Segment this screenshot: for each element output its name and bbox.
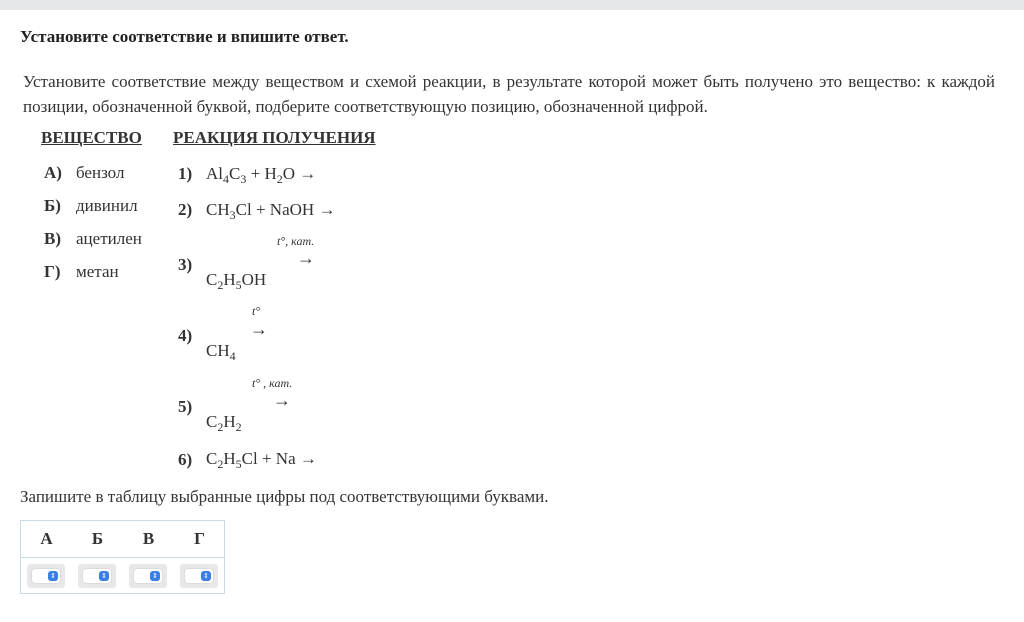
select-stepper-icon: ⇕ — [150, 571, 160, 581]
reaction-number: 2) — [178, 200, 193, 219]
answer-cell-g — [180, 564, 218, 588]
column-label-v: В — [142, 529, 155, 548]
column-label-b: Б — [91, 529, 104, 548]
instruction-text: Запишите в таблицу выбранные цифры под соответствующими буквами. — [20, 487, 549, 506]
substance-letter: В) — [44, 229, 61, 248]
reaction-formula: $Al_4C_3 + H_2O$ → — [206, 164, 317, 186]
answer-select-g[interactable] — [185, 569, 213, 583]
task-text: Установите соответствие между веществом и схемой реакции, в результате которой может быть получено это вещество: к каждой позиции, обозначенной буквой, подберите соответствующую позицию, обозначенной цифрой. — [23, 72, 995, 116]
substance-letter: Б) — [44, 196, 61, 215]
top-bar — [0, 0, 1024, 10]
reaction-condition: t° , кат. — [252, 376, 293, 390]
substance-name: дивинил — [76, 196, 138, 215]
substance-name: бензол — [76, 163, 125, 182]
select-stepper-icon: ⇕ — [99, 571, 109, 581]
select-stepper-icon: ⇕ — [48, 571, 58, 581]
answer-select-b[interactable] — [83, 569, 111, 583]
reaction-arrow: → — [297, 248, 315, 268]
answer-select-a[interactable] — [32, 569, 60, 583]
reaction-formula: $CH_3Cl$ + NaOH → — [206, 200, 336, 222]
reaction-number: 3) — [178, 255, 193, 274]
substance-name: метан — [76, 262, 119, 281]
header-substance: ВЕЩЕСТВО — [41, 128, 142, 147]
reaction-condition: t°, кат. — [277, 234, 315, 248]
substance-letter: Г) — [44, 262, 61, 281]
column-label-g: Г — [194, 529, 205, 548]
substance-row — [44, 262, 119, 282]
task-title: Установите соответствие и впишите ответ. — [20, 27, 349, 46]
answer-cell-b — [78, 564, 116, 588]
answer-table-header — [21, 521, 224, 558]
reaction-number: 6) — [178, 450, 193, 469]
reaction-arrow: → — [273, 390, 291, 410]
answer-cell-a — [27, 564, 65, 588]
select-stepper-icon: ⇕ — [201, 571, 211, 581]
substance-row — [44, 163, 124, 183]
reaction-number: 5) — [178, 397, 193, 416]
answer-table — [20, 520, 225, 594]
substance-row — [44, 229, 142, 249]
answer-cell-v — [129, 564, 167, 588]
substance-letter: А) — [44, 163, 62, 182]
column-label-a: А — [40, 529, 53, 548]
reaction-formula: $CH_4$ — [206, 341, 236, 363]
reaction-formula: $C_2H_2$ — [206, 412, 242, 434]
substance-name: ацетилен — [76, 229, 142, 248]
answer-select-v[interactable] — [134, 569, 162, 583]
reaction-condition: t° — [252, 304, 261, 318]
reaction-formula: $C_2H_5OH$ — [206, 270, 267, 292]
substance-row — [44, 196, 138, 216]
reaction-number: 4) — [178, 326, 193, 345]
reaction-number: 1) — [178, 164, 193, 183]
reaction-arrow: → — [250, 319, 268, 339]
reaction-formula: $C_2H_5Cl + Na$ → — [206, 449, 317, 471]
header-reaction: РЕАКЦИЯ ПОЛУЧЕНИЯ — [173, 128, 376, 147]
